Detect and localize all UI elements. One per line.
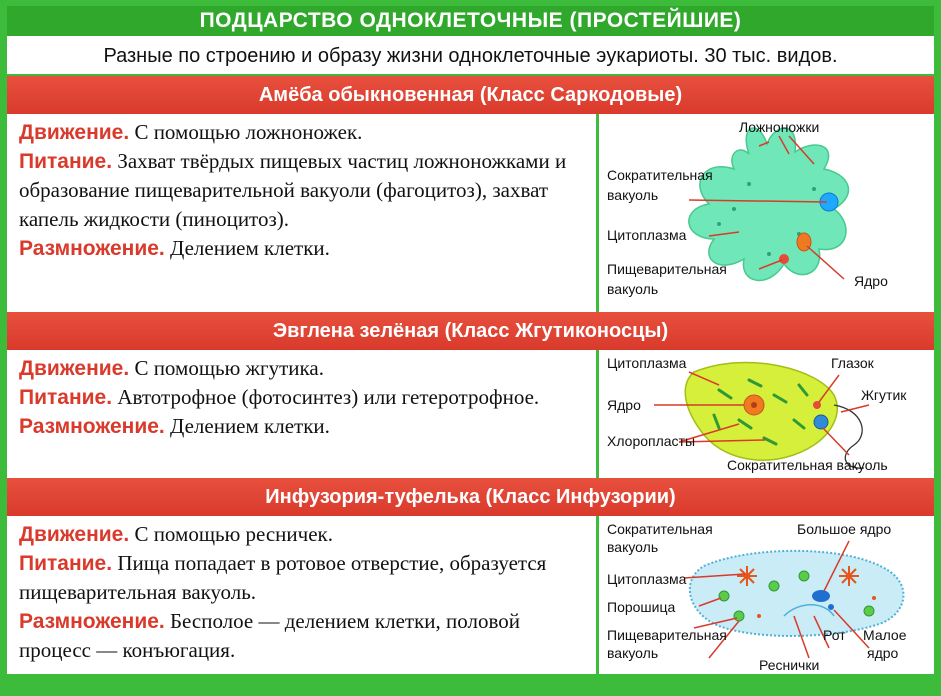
label-chloroplasts: Хлоропласты <box>607 433 696 449</box>
movement-text: С помощью ложноножек. <box>134 120 363 144</box>
nutrition-row <box>19 147 586 234</box>
label-contractile-2: вакуоль <box>607 539 659 555</box>
label-contractile: Сократительная вакуоль <box>727 457 888 473</box>
reproduction-text: Бесполое — делением клетки, половой процесс — конъюгация. <box>19 609 520 662</box>
label-cytoplasm: Цитоплазма <box>607 227 687 243</box>
label-contractile-2: вакуоль <box>607 187 659 203</box>
label-digestive-2: вакуоль <box>607 645 659 661</box>
reproduction-row <box>19 412 586 441</box>
micronucleus-shape <box>828 604 834 610</box>
movement-row <box>19 520 586 549</box>
section-header: Эвглена зелёная (Класс Жгутиконосцы) <box>7 312 934 350</box>
section-text <box>7 114 599 312</box>
contractile-vacuole-shape <box>814 415 828 429</box>
label-cytoplasm: Цитоплазма <box>607 355 687 371</box>
movement-label: Движение. <box>19 121 130 144</box>
paramecium-diagram <box>599 516 934 674</box>
label-digestive-2: вакуоль <box>607 281 659 297</box>
label-eyespot: Глазок <box>831 355 874 371</box>
nutrition-text: Автотрофное (фотосинтез) или гетеротрофное. <box>117 385 540 409</box>
reproduction-label: Размножение. <box>19 415 165 438</box>
label-micronucleus-2: ядро <box>867 645 899 661</box>
label-contractile-1: Сократительная <box>607 167 713 183</box>
section-amoeba <box>7 76 934 312</box>
movement-text: С помощью жгутика. <box>134 356 325 380</box>
section-header: Инфузория-туфелька (Класс Инфузории) <box>7 478 934 516</box>
label-anal-pore: Порошица <box>607 599 676 615</box>
section-euglena <box>7 312 934 478</box>
eyespot-shape <box>813 401 821 409</box>
reproduction-row <box>19 234 586 263</box>
reproduction-label: Размножение. <box>19 237 165 260</box>
nutrition-row <box>19 549 586 607</box>
euglena-diagram <box>599 350 934 478</box>
label-cilia: Реснички <box>759 657 820 673</box>
label-nucleus: Ядро <box>607 397 641 413</box>
nutrition-row <box>19 383 586 412</box>
label-macronucleus: Большое ядро <box>797 521 892 537</box>
nutrition-label: Питание. <box>19 150 113 173</box>
nutrition-label: Питание. <box>19 552 113 575</box>
section-body <box>7 516 934 674</box>
macronucleus-shape <box>812 590 830 602</box>
label-cytoplasm: Цитоплазма <box>607 571 687 587</box>
reproduction-text: Делением клетки. <box>170 414 330 438</box>
movement-label: Движение. <box>19 357 130 380</box>
label-mouth: Рот <box>823 627 846 643</box>
nutrition-text: Пища попадает в ротовое отверстие, образуется пищеварительная вакуоль. <box>19 551 547 604</box>
label-nucleus: Ядро <box>854 273 888 289</box>
label-digestive-1: Пищеварительная <box>607 627 727 643</box>
page-subtitle: Разные по строению и образу жизни одноклеточные эукариоты. 30 тыс. видов. <box>7 36 934 76</box>
nutrition-text: Захват твёрдых пищевых частиц ложноножками и образование пищеварительной вакуоли (фагоцитоз), захват капель жидкости (пиноцитоз). <box>19 149 567 231</box>
section-text <box>7 350 599 478</box>
paramecium-illustration <box>599 516 929 674</box>
euglena-illustration <box>599 350 929 478</box>
label-pseudopods: Ложноножки <box>739 119 820 135</box>
reproduction-row <box>19 607 586 665</box>
page-title: ПОДЦАРСТВО ОДНОКЛЕТОЧНЫЕ (ПРОСТЕЙШИЕ) <box>7 6 934 36</box>
movement-label: Движение. <box>19 523 130 546</box>
amoeba-diagram <box>599 114 934 312</box>
label-micronucleus-1: Малое <box>863 627 907 643</box>
section-paramecium <box>7 478 934 674</box>
section-body <box>7 350 934 478</box>
amoeba-illustration <box>599 114 929 312</box>
reproduction-label: Размножение. <box>19 610 165 633</box>
reproduction-text: Делением клетки. <box>170 236 330 260</box>
label-flagellum: Жгутик <box>861 387 907 403</box>
nutrition-label: Питание. <box>19 386 113 409</box>
digestive-vacuole-shape <box>779 254 789 264</box>
section-header: Амёба обыкновенная (Класс Саркодовые) <box>7 76 934 114</box>
movement-text: С помощью ресничек. <box>134 522 333 546</box>
label-contractile-1: Сократительная <box>607 521 713 537</box>
movement-row <box>19 118 586 147</box>
label-digestive-1: Пищеварительная <box>607 261 727 277</box>
section-body <box>7 114 934 312</box>
section-text <box>7 516 599 674</box>
movement-row <box>19 354 586 383</box>
